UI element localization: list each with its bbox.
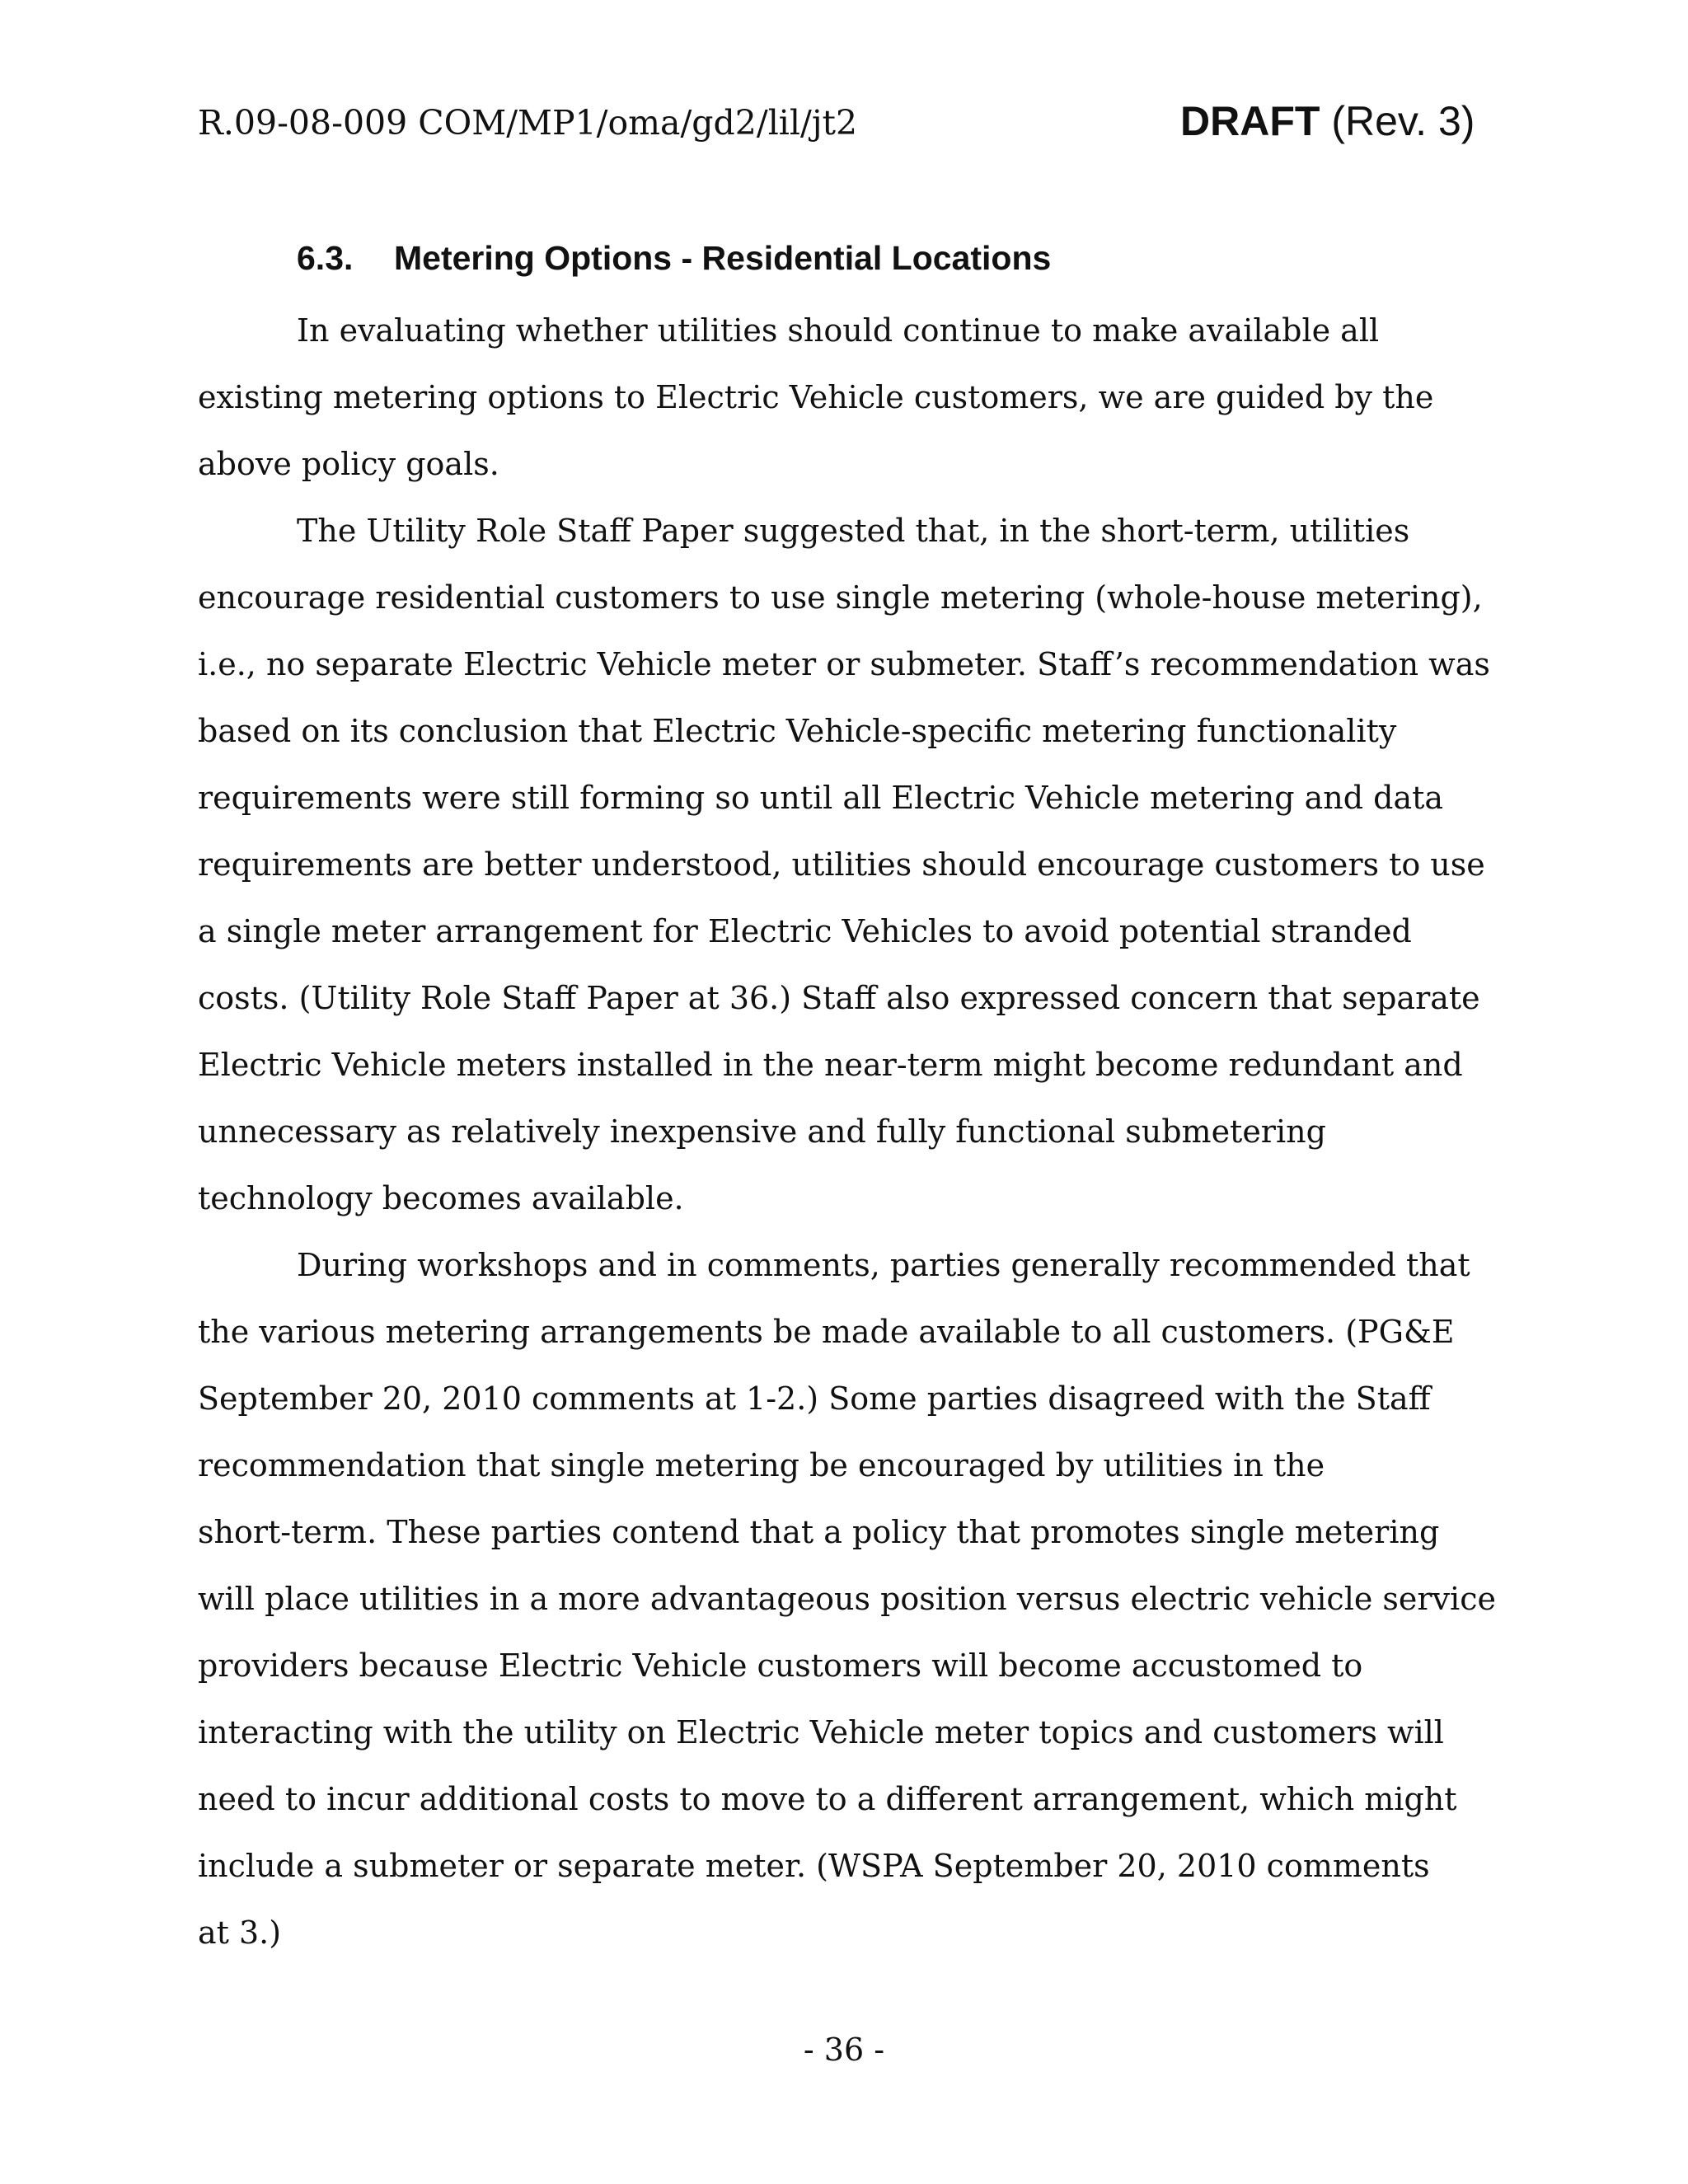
revision-label: (Rev. 3)	[1331, 98, 1475, 144]
text-line: the various metering arrangements be made available to all customers. (PG&E	[198, 1314, 1455, 1350]
paragraph	[198, 1232, 1517, 1966]
text-line: a single meter arrangement for Electric Vehicles to avoid potential stranded	[198, 913, 1412, 949]
text-line: interacting with the utility on Electric Vehicle meter topics and customers will	[198, 1714, 1444, 1750]
text-line: technology becomes available.	[198, 1180, 684, 1216]
text-line: requirements are better understood, utilities should encourage customers to use	[198, 846, 1485, 883]
paragraph	[198, 498, 1517, 1232]
text-line: at 3.)	[198, 1915, 282, 1951]
text-line: include a submeter or separate meter. (WSPA September 20, 2010 comments	[198, 1848, 1430, 1884]
section-heading	[297, 239, 1051, 278]
text-line: During workshops and in comments, parties generally recommended that	[297, 1247, 1470, 1283]
text-line: costs. (Utility Role Staff Paper at 36.) Staff also expressed concern that separate	[198, 980, 1480, 1016]
body-text	[198, 298, 1517, 1966]
text-line: based on its conclusion that Electric Vehicle-specific metering functionality	[198, 713, 1397, 749]
draft-label: DRAFT	[1180, 98, 1320, 144]
text-line: will place utilities in a more advantageous position versus electric vehicle service	[198, 1581, 1496, 1617]
section-title: Metering Options - Residential Locations	[394, 239, 1052, 277]
docket-number: R.09-08-009 COM/MP1/oma/gd2/lil/jt2	[198, 103, 858, 143]
text-line: recommendation that single metering be encouraged by utilities in the	[198, 1447, 1325, 1483]
text-line: Electric Vehicle meters installed in the near-term might become redundant and	[198, 1047, 1463, 1083]
text-line: providers because Electric Vehicle customers will become accustomed to	[198, 1647, 1363, 1684]
text-line: existing metering options to Electric Vehicle customers, we are guided by the	[198, 379, 1434, 415]
text-line: The Utility Role Staff Paper suggested that, in the short-term, utilities	[297, 513, 1410, 549]
paragraph	[198, 298, 1517, 498]
draft-revision-label	[1180, 97, 1475, 145]
text-line: encourage residential customers to use single metering (whole-house metering),	[198, 579, 1483, 616]
text-line: i.e., no separate Electric Vehicle meter or submeter. Staff’s recommendation was	[198, 646, 1490, 682]
text-line: requirements were still forming so until all Electric Vehicle metering and data	[198, 780, 1444, 816]
text-line: need to incur additional costs to move to a different arrangement, which might	[198, 1781, 1457, 1817]
text-line: above policy goals.	[198, 446, 499, 482]
text-line: September 20, 2010 comments at 1-2.) Some parties disagreed with the Staff	[198, 1380, 1431, 1417]
text-line: unnecessary as relatively inexpensive and fully functional submetering	[198, 1113, 1326, 1150]
text-line: short-term. These parties contend that a policy that promotes single metering	[198, 1514, 1440, 1550]
section-number: 6.3.	[297, 239, 354, 277]
text-line: In evaluating whether utilities should continue to make available all	[297, 312, 1380, 349]
page-number: - 36 -	[803, 2032, 885, 2068]
